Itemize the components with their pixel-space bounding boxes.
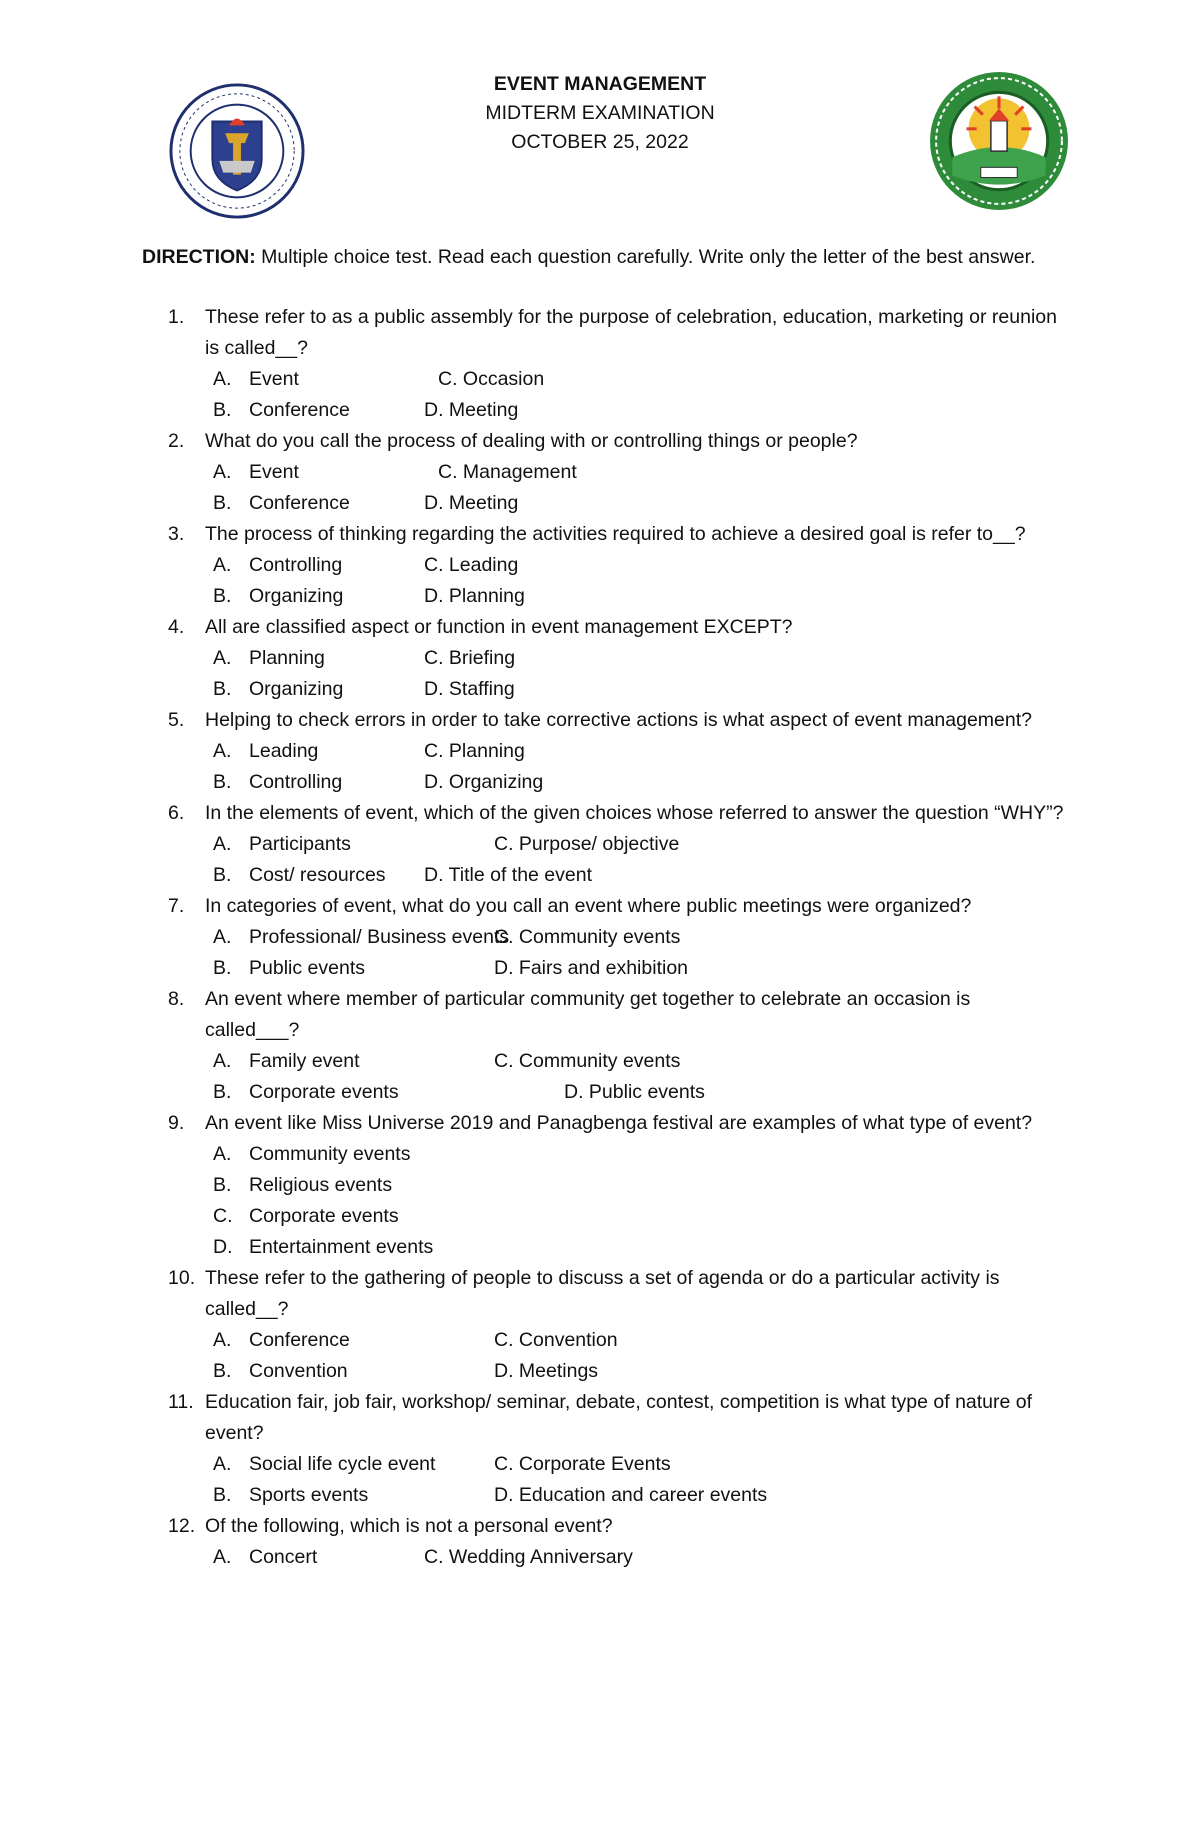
choice-letter: A. [213,1329,232,1351]
choice-letter: C. [213,1205,233,1227]
choice-row [142,1232,1072,1263]
question-stem: The process of thinking regarding the activities required to achieve a desired goal is refer to__? [205,523,1026,545]
question-stem: In the elements of event, which of the given choices whose referred to answer the question “WHY”? [205,802,1064,824]
choice-row [142,488,1072,519]
answer-choice [213,1139,410,1170]
question-number: 2. [168,430,185,452]
question-number: 6. [168,802,185,824]
question-number: 4. [168,616,185,638]
choice-letter: B. [213,1174,232,1196]
question-item [142,302,1072,426]
answer-choice [424,395,518,426]
choice-text: Religious events [249,1174,393,1196]
answer-choice [213,1356,348,1387]
answer-choice [424,767,543,798]
answer-choice [494,1480,767,1511]
question-item [142,1387,1072,1511]
question-item [142,1108,1072,1263]
direction-text: Multiple choice test. Read each question carefully. Write only the letter of the best answer. [255,246,1036,268]
question-item [142,1511,1072,1573]
answer-choice [213,488,350,519]
choice-letter: B. [213,864,232,886]
choice-text: Controlling [249,554,343,576]
choice-letter: A. [213,926,232,948]
choice-row [142,829,1072,860]
question-number: 8. [168,988,185,1010]
choice-row [142,1170,1072,1201]
choice-row [142,736,1072,767]
answer-choice [424,736,525,767]
answer-choice [213,767,342,798]
exam-title: EVENT MANAGEMENT [493,73,707,95]
choice-row [142,1046,1072,1077]
choice-letter: A. [213,1143,232,1165]
answer-choice [213,457,299,488]
answer-choice [213,1232,433,1263]
choice-text: Concert [249,1546,318,1568]
answer-choice [494,829,679,860]
answer-choice [424,581,525,612]
choice-text: Participants [249,833,351,855]
question-stem: An event where member of particular community get together to celebrate an occasion is called___? [205,988,971,1041]
choice-text: C. Purpose/ objective [494,833,680,855]
choice-text: C. Management [438,461,577,483]
question-item [142,426,1072,519]
answer-choice [424,674,515,705]
answer-choice [213,643,325,674]
choice-text: D. Fairs and exhibition [494,957,689,979]
question-stem: Of the following, which is not a personal event? [205,1515,613,1537]
choice-letter: B. [213,492,232,514]
choice-letter: A. [213,647,232,669]
choice-letter: B. [213,399,232,421]
choice-letter: B. [213,1081,232,1103]
choice-text: D. Organizing [424,771,544,793]
choice-text: Sports events [249,1484,369,1506]
choice-row [142,364,1072,395]
answer-choice [213,922,509,953]
question-number: 10. [168,1267,196,1289]
answer-choice [494,1046,680,1077]
answer-choice [213,395,350,426]
answer-choice [213,1201,399,1232]
choice-text: C. Community events [494,926,681,948]
answer-choice [213,1480,368,1511]
answer-choice [213,1077,399,1108]
answer-choice [213,953,365,984]
choice-row [142,1449,1072,1480]
question-number: 11. [168,1391,194,1413]
answer-choice [213,364,299,395]
question-stem: All are classified aspect or function in event management EXCEPT? [205,616,793,638]
choice-text: D. Education and career events [494,1484,768,1506]
choice-row [142,550,1072,581]
answer-choice [438,364,544,395]
choice-letter: A. [213,368,232,390]
choice-text: Conference [249,492,350,514]
answer-choice [213,860,386,891]
direction-paragraph [142,242,1062,272]
choice-row [142,395,1072,426]
choice-row [142,1480,1072,1511]
answer-choice [494,1325,618,1356]
choice-row [142,674,1072,705]
choice-text: C. Convention [494,1329,618,1351]
choice-text: D. Staffing [424,678,515,700]
choice-row [142,1325,1072,1356]
question-item [142,1263,1072,1387]
question-stem: Helping to check errors in order to take corrective actions is what aspect of event management? [205,709,1032,731]
question-number: 9. [168,1112,185,1134]
question-number: 12. [168,1515,196,1537]
answer-choice [424,550,518,581]
choice-letter: A. [213,740,232,762]
choice-text: Corporate events [249,1205,399,1227]
answer-choice [424,1542,633,1573]
question-item [142,519,1072,612]
question-item [142,705,1072,798]
choice-row [142,1356,1072,1387]
answer-choice [494,922,680,953]
choice-row [142,767,1072,798]
choice-text: Community events [249,1143,411,1165]
choice-text: D. Title of the event [424,864,593,886]
choice-row [142,581,1072,612]
choice-text: Entertainment events [249,1236,434,1258]
choice-text: D. Public events [564,1081,705,1103]
choice-text: Public events [249,957,365,979]
choice-letter: B. [213,957,232,979]
direction-label: DIRECTION: [142,246,256,268]
choice-text: D. Meetings [494,1360,599,1382]
exam-date: OCTOBER 25, 2022 [511,131,689,153]
question-stem: What do you call the process of dealing with or controlling things or people? [205,430,858,452]
choice-letter: D. [213,1236,233,1258]
choice-text: C. Planning [424,740,525,762]
choice-text: Event [249,368,299,390]
choice-letter: A. [213,1050,232,1072]
question-item [142,612,1072,705]
answer-choice [213,674,343,705]
choice-text: D. Meeting [424,399,519,421]
answer-choice [494,1449,671,1480]
choice-letter: B. [213,1484,232,1506]
answer-choice [213,736,318,767]
answer-choice [213,550,342,581]
choice-letter: B. [213,1360,232,1382]
choice-row [142,860,1072,891]
choice-text: C. Briefing [424,647,516,669]
exam-header [0,70,1200,157]
answer-choice [213,581,343,612]
answer-choice [494,1356,598,1387]
choice-row [142,922,1072,953]
choice-text: Conference [249,399,350,421]
answer-choice [213,1046,360,1077]
answer-choice [424,643,515,674]
answer-choice [213,829,351,860]
choice-text: Organizing [249,585,344,607]
answer-choice [424,488,518,519]
question-number: 7. [168,895,185,917]
choice-text: C. Wedding Anniversary [424,1546,633,1568]
choice-text: D. Planning [424,585,525,607]
choice-text: Convention [249,1360,348,1382]
answer-choice [213,1449,435,1480]
question-item [142,984,1072,1108]
choice-text: Professional/ Business events [249,926,510,948]
question-stem: Education fair, job fair, workshop/ seminar, debate, contest, competition is what type of nature of event? [205,1391,1033,1444]
choice-letter: B. [213,771,232,793]
choice-letter: A. [213,1546,232,1568]
choice-row [142,457,1072,488]
question-item [142,891,1072,984]
choice-text: Organizing [249,678,344,700]
question-number: 3. [168,523,185,545]
question-stem: An event like Miss Universe 2019 and Panagbenga festival are examples of what type of event? [205,1112,1033,1134]
choice-text: Conference [249,1329,350,1351]
choice-text: Event [249,461,299,483]
choice-text: Leading [249,740,319,762]
choice-text: D. Meeting [424,492,519,514]
answer-choice [438,457,577,488]
question-number: 5. [168,709,185,731]
answer-choice [213,1542,317,1573]
choice-text: Cost/ resources [249,864,386,886]
question-list [142,302,1072,1573]
answer-choice [213,1325,350,1356]
choice-letter: A. [213,833,232,855]
choice-letter: B. [213,585,232,607]
choice-row [142,1077,1072,1108]
choice-row [142,1139,1072,1170]
choice-letter: B. [213,678,232,700]
choice-text: Social life cycle event [249,1453,436,1475]
answer-choice [564,1077,705,1108]
choice-text: C. Leading [424,554,519,576]
choice-row [142,643,1072,674]
choice-text: C. Occasion [438,368,545,390]
choice-text: Planning [249,647,325,669]
question-stem: These refer to as a public assembly for the purpose of celebration, education, marketing or reunion is called__? [205,306,1057,359]
question-stem: In categories of event, what do you call an event where public meetings were organized? [205,895,972,917]
choice-letter: A. [213,554,232,576]
answer-choice [213,1170,392,1201]
choice-text: Controlling [249,771,343,793]
choice-letter: A. [213,1453,232,1475]
question-stem: These refer to the gathering of people to discuss a set of agenda or do a particular activity is called__? [205,1267,1000,1320]
choice-letter: A. [213,461,232,483]
question-item [142,798,1072,891]
answer-choice [424,860,592,891]
choice-text: Corporate events [249,1081,399,1103]
choice-row [142,1201,1072,1232]
choice-row [142,953,1072,984]
choice-text: C. Corporate Events [494,1453,671,1475]
answer-choice [494,953,688,984]
choice-row [142,1542,1072,1573]
choice-text: Family event [249,1050,360,1072]
exam-subtitle: MIDTERM EXAMINATION [485,102,715,124]
choice-text: C. Community events [494,1050,681,1072]
question-number: 1. [168,306,185,328]
